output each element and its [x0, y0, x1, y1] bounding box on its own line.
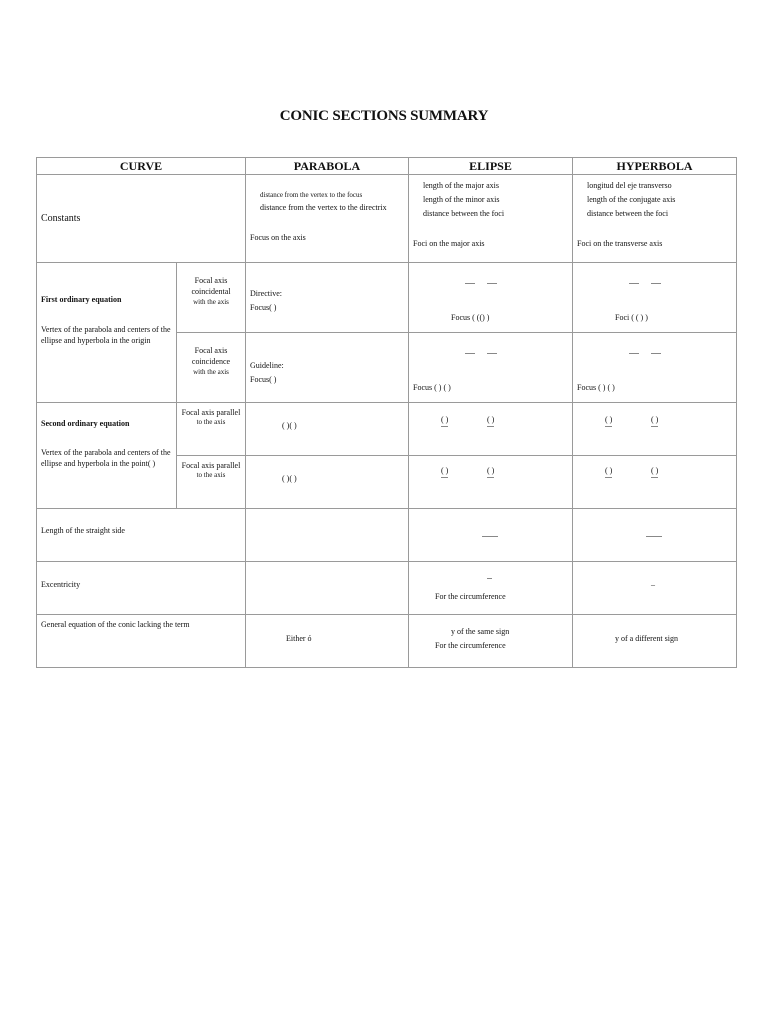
ellipse-const-line2: length of the minor axis	[423, 195, 500, 205]
constants-row	[37, 175, 737, 263]
first-parabola-guideline: Guideline:	[250, 361, 284, 371]
second-ellipse-term-a-2: ( )	[441, 466, 448, 478]
eccentricity-row	[37, 562, 737, 615]
hyperbola-const-line4: Foci on the transverse axis	[577, 239, 663, 249]
first-parabola-focus: Focus( )	[250, 303, 277, 313]
ellipse-const-line1: length of the major axis	[423, 181, 499, 191]
conic-summary-table	[36, 157, 737, 668]
page-title: CONIC SECTIONS SUMMARY	[279, 108, 489, 124]
parabola-const-line2: distance from the vertex to the directrix	[260, 203, 387, 213]
second-row-1	[37, 403, 737, 456]
second-focal-label-2: Focal axis parallel	[181, 461, 241, 471]
second-hyperbola-term-b: ( )	[651, 415, 658, 427]
first-hyperbola-focus-2: Focus ( ) ( )	[577, 383, 615, 393]
constants-label: Constants	[41, 213, 81, 225]
second-parabola-expr-2: ( )( )	[282, 474, 297, 484]
header-curve: CURVE	[37, 158, 246, 175]
general-ellipse-line1: y of the same sign	[451, 627, 510, 637]
fraction-bar	[465, 353, 475, 354]
hyperbola-const-line1: longitud del eje transverso	[587, 181, 672, 191]
second-ellipse-term-b-2: ( )	[487, 466, 494, 478]
second-eq-desc: Vertex of the parabola and centers of the ellipse and hyperbola in the point( )	[41, 448, 171, 468]
second-hyperbola-term-a-2: ( )	[605, 466, 612, 478]
first-focal-sub-2: with the axis	[193, 367, 229, 376]
fraction-bar	[651, 283, 661, 284]
first-focal-label: Focal axis coincidental	[191, 276, 231, 297]
first-ellipse-focus: Focus ( (() )	[451, 313, 490, 323]
fraction-bar	[487, 283, 497, 284]
general-label: General equation of the conic lacking the term	[41, 620, 190, 630]
header-parabola: PARABOLA	[246, 158, 409, 175]
second-focal-sub-2: to the axis	[196, 471, 226, 480]
parabola-const-line1: distance from the vertex to the focus	[260, 191, 363, 200]
hyperbola-const-line3: distance between the foci	[587, 209, 669, 219]
first-focal-label-2: Focal axis coincidence	[191, 346, 231, 367]
first-eq-desc: Vertex of the parabola and centers of the ellipse and hyperbola in the origin	[41, 325, 171, 345]
general-row	[37, 615, 737, 668]
fraction-bar	[651, 353, 661, 354]
ellipse-const-line4: Foci on the major axis	[413, 239, 485, 249]
first-row-1	[37, 263, 737, 333]
eccentricity-hyperbola: –	[651, 580, 655, 590]
fraction-bar	[629, 283, 639, 284]
header-row	[37, 158, 737, 175]
second-ellipse-term-a: ( )	[441, 415, 448, 427]
second-ellipse-term-b: ( )	[487, 415, 494, 427]
header-ellipse: ELIPSE	[409, 158, 573, 175]
first-ellipse-focus-2: Focus ( ) ( )	[413, 383, 451, 393]
eccentricity-ellipse-note: For the circumference	[435, 592, 506, 602]
fraction-bar	[629, 353, 639, 354]
general-parabola: Either ó	[286, 634, 312, 644]
first-eq-title: First ordinary equation	[41, 295, 122, 305]
fraction-bar	[487, 578, 492, 579]
first-parabola-focus-2: Focus( )	[250, 375, 277, 385]
fraction-bar	[646, 536, 662, 537]
fraction-bar	[465, 283, 475, 284]
first-focal-sub: with the axis	[193, 297, 229, 306]
hyperbola-const-line2: length of the conjugate axis	[587, 195, 676, 205]
straight-side-row	[37, 509, 737, 562]
second-parabola-expr: ( )( )	[282, 421, 297, 431]
second-eq-title: Second ordinary equation	[41, 419, 130, 429]
second-hyperbola-term-b-2: ( )	[651, 466, 658, 478]
second-hyperbola-term-a: ( )	[605, 415, 612, 427]
fraction-bar	[487, 353, 497, 354]
header-hyperbola: HYPERBOLA	[573, 158, 737, 175]
first-parabola-directive: Directive:	[250, 289, 282, 299]
first-hyperbola-foci: Foci ( ( ) )	[615, 313, 648, 323]
fraction-bar	[482, 536, 498, 537]
straight-side-label: Length of the straight side	[41, 526, 125, 536]
general-hyperbola: y of a different sign	[615, 634, 678, 644]
second-focal-label: Focal axis parallel	[181, 408, 241, 418]
general-ellipse-line2: For the circumference	[435, 641, 506, 651]
parabola-const-line3: Focus on the axis	[250, 233, 306, 243]
second-focal-sub: to the axis	[196, 418, 226, 427]
ellipse-const-line3: distance between the foci	[423, 209, 505, 219]
eccentricity-label: Excentricity	[41, 580, 81, 590]
